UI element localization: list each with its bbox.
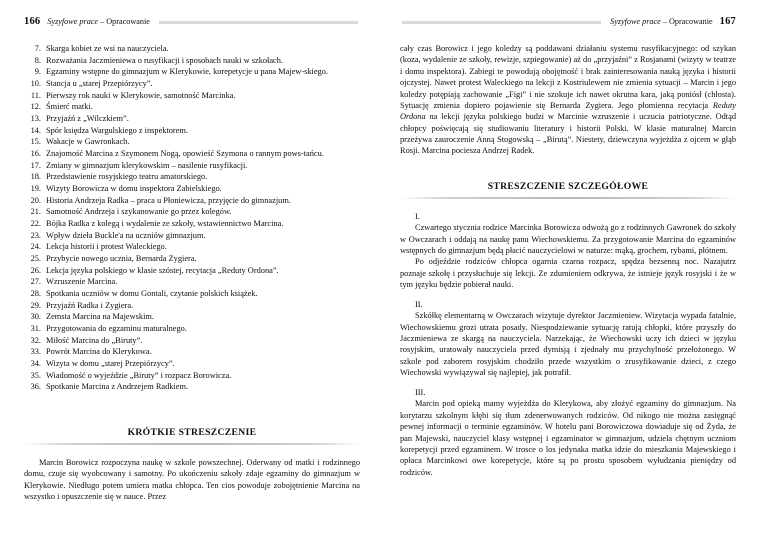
list-item-text: Stancja u „starej Przepiórzycy”. xyxy=(46,79,153,89)
list-item-number: 11. xyxy=(30,90,41,100)
list-item-text: Przybycie nowego ucznia, Bernarda Zygiera. xyxy=(46,254,197,264)
list-item-number: 28. xyxy=(30,289,41,299)
list-item-number: 27. xyxy=(30,277,41,287)
list-item xyxy=(24,183,360,194)
list-item-number: 9. xyxy=(34,67,41,77)
list-item-number: 8. xyxy=(34,55,41,65)
list-item xyxy=(24,148,360,159)
list-item xyxy=(24,195,360,206)
list-item xyxy=(24,43,360,54)
list-item xyxy=(24,136,360,147)
list-item-text: Przyjaźń z „Wilczkiem”. xyxy=(46,114,129,124)
work-title-reduty-ordona: Reduty Ordona xyxy=(400,100,736,122)
list-item-number: 13. xyxy=(30,114,41,124)
list-item-number: 29. xyxy=(30,300,41,310)
list-item-number: 20. xyxy=(30,195,41,205)
list-item xyxy=(24,101,360,112)
list-item-text: Historia Andrzeja Radka – praca u Płoniewicza, przyjęcie do gimnazjum. xyxy=(46,195,291,205)
list-item-text: Powrót Marcina do Klerykowa. xyxy=(46,347,152,357)
list-item xyxy=(24,253,360,264)
list-item xyxy=(24,113,360,124)
list-item-text: Pierwszy rok nauki w Klerykowie, samotność Marcinka. xyxy=(46,90,236,100)
heading-rule-right xyxy=(400,197,736,199)
list-item xyxy=(24,66,360,77)
list-item-number: 26. xyxy=(30,265,41,275)
running-title-rest-right: – Opracowanie xyxy=(660,17,713,27)
list-item-number: 34. xyxy=(30,359,41,369)
list-item-text: Przedstawienie rosyjskiego teatru amatorskiego. xyxy=(46,172,208,182)
list-item-text: Wakacje w Gawronkach. xyxy=(46,137,130,147)
section-numeral: III. xyxy=(415,388,426,397)
list-item xyxy=(24,218,360,229)
list-item-text: Wzruszenie Marcina. xyxy=(46,277,118,287)
list-item-text: Bójka Radka z kolegą i wydalenie ze szkoły, wstawiennictwo Marcina. xyxy=(46,219,284,229)
list-item-text: Śmierć matki. xyxy=(46,102,93,112)
list-item-number: 35. xyxy=(30,370,41,380)
list-item xyxy=(24,311,360,322)
short-summary-paragraph: Marcin Borowicz rozpoczyna naukę w szkole powszechnej. Oderwany od matki i rodzinnego domu, czuje się wyobcowany i samotny. Po ukończeniu szkoły zdaje egzaminy do gimnazjum w Klerykowie. Niedługo potem umiera matka chłopca. Ten cios powoduje zobojętnienie Marcina na wszystko i opuszczenie się w nauce. Przez xyxy=(24,457,360,501)
list-item-text: Zemsta Marcina na Majewskim. xyxy=(46,312,154,322)
continued-paragraph xyxy=(400,43,736,157)
list-item xyxy=(24,381,360,392)
list-item-text: Lekcja historii i protest Waleckiego. xyxy=(46,242,167,252)
page-number-left: 166 xyxy=(24,16,41,28)
section-paragraph: Marcin pod opieką mamy wyjeżdża do Klerykowa, aby złożyć egzaminy do gimnazjum. Na korytarzu szkolnym kłębi się tłum zdenerwowanych rodziców. Od nikogo nie można zasięgnąć pewnej informacji o terminie egzaminów. W hotelu pani Borowiczowa dowiaduje się od Żyda, że pan Majewski, nauczyciel klasy wstępnej i egzaminator w gimnazjum, udziela chętnym uczniom korepetycji przed egzaminem. W trosce o los jedynaka matka idzie do mieszkania Majewskiego i opłaca Marcinkowi owe korepetycje, które są po prostu sposobem wyłudzania pieniędzy od rodziców. xyxy=(400,399,736,477)
list-item-number: 31. xyxy=(30,324,41,334)
list-item xyxy=(24,265,360,276)
page-right xyxy=(380,0,760,541)
list-item xyxy=(24,55,360,66)
running-title-book-right: Syzyfowe prace xyxy=(610,17,661,27)
list-item-number: 25. xyxy=(30,254,41,264)
list-item-text: Spotkania uczniów w domu Gontali, czytanie polskich książek. xyxy=(46,289,258,299)
list-item-number: 32. xyxy=(30,335,41,345)
detailed-summary-heading-block xyxy=(400,181,736,199)
list-item-number: 7. xyxy=(34,44,41,53)
list-item xyxy=(24,241,360,252)
list-item-text: Znajomość Marcina z Szymonem Nogą, opowieść Szymona o rannym pows-tańcu. xyxy=(46,149,324,159)
running-title-rest-left: – Opracowanie xyxy=(98,17,150,27)
list-item xyxy=(24,276,360,287)
list-item xyxy=(24,288,360,299)
list-item-text: Samotność Andrzeja i szykanowanie go przez kolegów. xyxy=(46,207,232,217)
continued-text-part1: cały czas Borowicz i jego koledzy są poddawani działaniu systemu rusyfikacyjnego: od szykan (koza, wydalenie ze szkoły, rewizje, szpiegowanie) aż do „przyjaźni” z Rosjanami (wizyty w teatrze i domu inspektora). Zabiegi te powodują obojętność i brak zainteresowania nauką języka i historii ojczystej. Nawet protest Waleckiego na lekcji z Kostriulewem nie zmienia sytuacji – Marcin i jego koledzy potępiają zachowanie „Figi” i nie szokuje ich nawet okrutna kara, jaką poniósł (chłosta). Sytuację zmienia dopiero pojawienie się Bernarda Zygiera. Jego płomienna recytacja xyxy=(400,44,736,110)
list-item-number: 33. xyxy=(30,347,41,357)
section-paragraph: Czwartego stycznia rodzice Marcinka Borowicza odwożą go z rodzinnych Gawronek do szkoły w Owczarach i oddają na naukę panu Wiechowskiemu. Za przygotowanie Marcina do egzaminów wstępnych do gimnazjum będą płacić nauczycielowi w naturze: mąką, grochem, rybami, płótnem. xyxy=(400,223,736,255)
list-item xyxy=(24,300,360,311)
list-item xyxy=(24,370,360,381)
list-item xyxy=(24,230,360,241)
list-item-text: Wpływ dzieła Buckle'a na uczniów gimnazjum. xyxy=(46,230,206,240)
list-item-number: 22. xyxy=(30,219,41,229)
list-item-text: Zmiany w gimnazjum klerykowskim – nasilenie rusyfikacji. xyxy=(46,160,248,170)
section-paragraph: Szkółkę elementarną w Owczarach wizytuje dyrektor Jaczmieniew. Wizytacja wypada fatalnie, Wiechowskiemu grozi utrata posady. Niespodziewanie sytuację ratują chłopki, które przyszły do Jaczmieniewa ze skargą na nauczyciela. Narzekając, że Wiechowski uczy ich dzieci w języku rosyjskim, uratowały nauczyciela przed dymisją i zjednały mu przychylność przełożonego. W szkole pod zaborem rosyjskim chodziło przede wszystkim o zrusyfikowanie dzieci, z czego Wiechowski wywiązywał się najlepiej, jak potrafił. xyxy=(400,311,736,378)
list-item-text: Skarga kobiet ze wsi na nauczyciela. xyxy=(46,44,169,53)
list-item-number: 19. xyxy=(30,184,41,194)
list-item-number: 10. xyxy=(30,79,41,89)
list-item-number: 18. xyxy=(30,172,41,182)
running-head-left xyxy=(24,16,360,29)
section-paragraph: Po odjeździe rodziców chłopca ogarnia czarna rozpacz, spędza bezsenną noc. Nazajutrz poznaje szkołę i przysłuchuje się lekcji. Ze zdumieniem odkrywa, że istnieje język rosyjski i że w tym języku będzie pobierał nauki. xyxy=(400,257,736,289)
running-head-right xyxy=(400,16,736,29)
short-summary-heading-block xyxy=(24,427,360,445)
list-item-number: 23. xyxy=(30,230,41,240)
list-item-number: 14. xyxy=(30,125,41,135)
list-item-number: 17. xyxy=(30,160,41,170)
list-item-text: Rozważania Jaczmieniewa o rusyfikacji i sposobach nauki w szkołach. xyxy=(46,55,284,65)
list-item xyxy=(24,346,360,357)
list-item-number: 15. xyxy=(30,137,41,147)
list-item-text: Spotkanie Marcina z Andrzejem Radkiem. xyxy=(46,382,189,392)
list-item-text: Miłość Marcina do „Biruty”. xyxy=(46,335,143,345)
list-item xyxy=(24,206,360,217)
plot-point-list xyxy=(24,43,360,393)
list-item-text: Przyjaźń Radka i Zygiera. xyxy=(46,300,134,310)
list-item-text: Spór księdza Wargulskiego z inspektorem. xyxy=(46,125,188,135)
short-summary-heading: KRÓTKIE STRESZCZENIE xyxy=(127,426,257,438)
list-item xyxy=(24,160,360,171)
continued-text-part2: na lekcji języka polskiego budzi w Marcinie wzruszenie i uczucia patriotyczne. Odtąd chłopcy poświęcają się studiowaniu literatury i historii Polski. W klasie maturalnej Marcin przeżywa zauroczenie Anną Stogowską – „Birutą”. Niestety, dziewczyna wyjeżdża z ojcem w głąb Rosji. Marcina pociesza Andrzej Radek. xyxy=(400,112,736,156)
list-item-number: 12. xyxy=(30,102,41,112)
list-item xyxy=(24,171,360,182)
list-item-number: 16. xyxy=(30,149,41,159)
running-title-left xyxy=(47,18,150,26)
list-item xyxy=(24,335,360,346)
section-numeral: I. xyxy=(415,211,420,221)
list-item xyxy=(24,323,360,334)
list-item-text: Wiadomość o wyjeździe „Biruty” i rozpacz Borowicza. xyxy=(46,370,232,380)
running-title-book-left: Syzyfowe prace xyxy=(47,17,99,27)
detailed-summary-heading: STRESZCZENIE SZCZEGÓŁOWE xyxy=(487,180,649,192)
running-title-right xyxy=(610,18,713,26)
section-numeral: II. xyxy=(415,299,423,309)
list-item xyxy=(24,78,360,89)
running-head-rule-left xyxy=(159,21,358,24)
list-item-number: 24. xyxy=(30,242,41,252)
list-item-number: 30. xyxy=(30,312,41,322)
list-item xyxy=(24,125,360,136)
list-item-text: Wizyta w domu „starej Przepiórzycy”. xyxy=(46,359,175,369)
list-item-text: Przygotowania do egzaminu maturalnego. xyxy=(46,324,187,334)
list-item-text: Egzaminy wstępne do gimnazjum w Klerykowie, korepetycje u pana Majew-skiego. xyxy=(46,67,328,77)
list-item-number: 36. xyxy=(30,382,41,392)
heading-rule-left xyxy=(24,443,360,445)
list-item-text: Lekcja języka polskiego w klasie szóstej, recytacja „Reduty Ordona”. xyxy=(46,265,279,275)
list-item-text: Wizyty Borowicza w domu inspektora Zabielskiego. xyxy=(46,184,222,194)
list-item xyxy=(24,90,360,101)
running-head-rule-right xyxy=(402,21,601,24)
list-item-number: 21. xyxy=(30,207,41,217)
list-item xyxy=(24,358,360,369)
page-number-right: 167 xyxy=(719,16,736,28)
